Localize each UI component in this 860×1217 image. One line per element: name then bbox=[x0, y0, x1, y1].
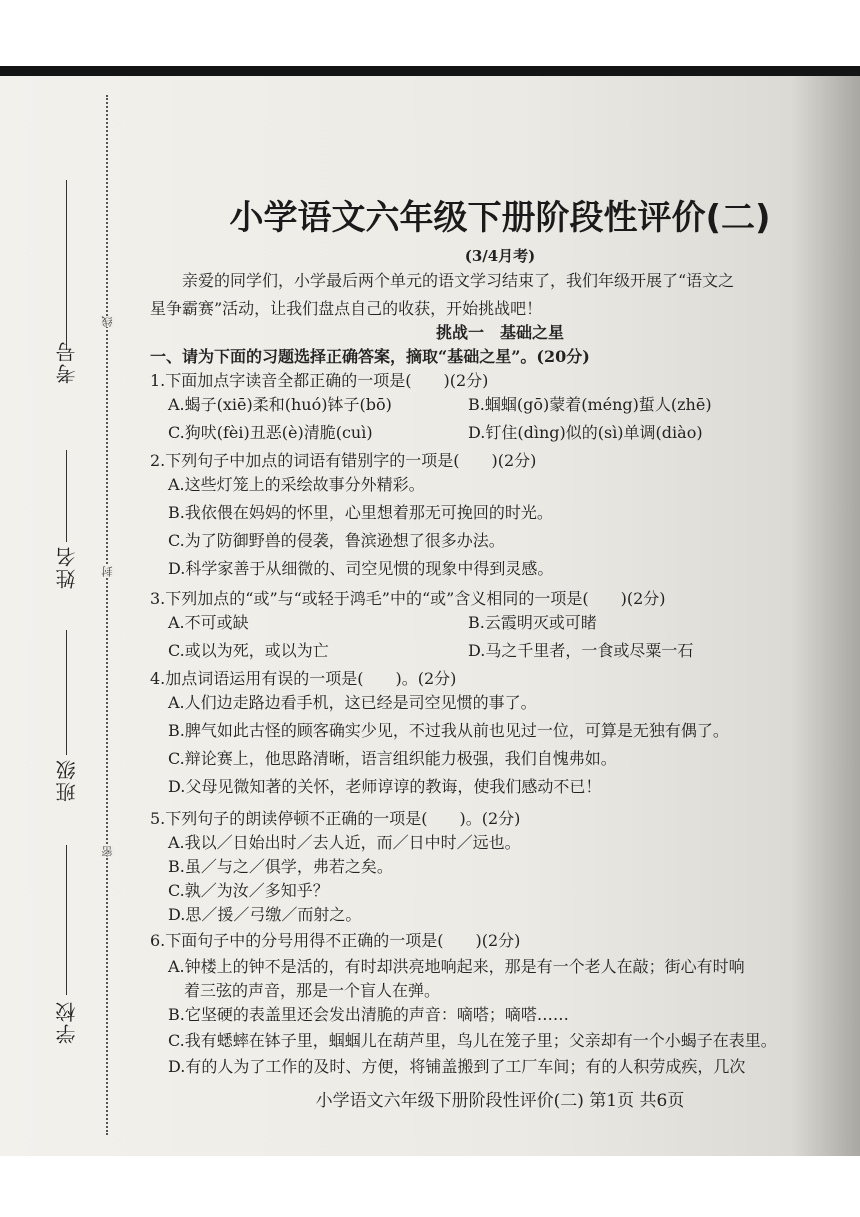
class-blank bbox=[66, 630, 67, 755]
question-stem: 5.下列句子的朗读停顿不正确的一项是( )。(2分) bbox=[150, 809, 521, 828]
question-stem: 6.下面句子中的分号用得不正确的一项是( )(2分) bbox=[150, 931, 521, 950]
option-a-continued: 着三弦的声音，那是一个盲人在弹。 bbox=[184, 981, 441, 1000]
question-stem: 1.下面加点字读音全都正确的一项是( )(2分) bbox=[150, 371, 489, 390]
exam-no-blank bbox=[66, 180, 67, 350]
exam-subtitle: (3/4月考) bbox=[464, 247, 536, 265]
exam-title: 小学语文六年级下册阶段性评价(二) bbox=[229, 198, 771, 238]
option-c: C.我有蟋蟀在钵子里，蝈蝈儿在葫芦里，鸟儿在笼子里；父亲却有一个小蝎子在表里。 bbox=[168, 1031, 777, 1050]
option-c: C.孰／为汝／多知乎？ bbox=[168, 881, 329, 900]
option-b: B.脾气如此古怪的顾客确实少见，不过我从前也见过一位，可算是无独有偶了。 bbox=[168, 721, 729, 740]
intro-line-1: 亲爱的同学们，小学最后两个单元的语文学习结束了，我们年级开展了“语文之 bbox=[182, 271, 735, 290]
option-d: D.钉住(dìng)似的(sì)单调(diào) bbox=[468, 423, 703, 442]
option-b: B.云霞明灭或可睹 bbox=[468, 613, 597, 632]
intro-line-2: 星争霸赛”活动，让我们盘点自己的收获，开始挑战吧！ bbox=[150, 299, 543, 318]
option-b: B.蝈蝈(gō)蒙着(méng)蜇人(zhē) bbox=[468, 395, 712, 414]
option-d: D.马之千里者，一食或尽粟一石 bbox=[468, 641, 694, 660]
cut-mark-secret: 密 bbox=[101, 846, 114, 857]
name-label: 姓名 bbox=[55, 545, 79, 589]
option-d: D.有的人为了工作的及时、方便，将铺盖搬到了工厂车间；有的人积劳成疾，几次 bbox=[168, 1057, 746, 1076]
binding-dotted-line bbox=[106, 95, 108, 1135]
name-blank bbox=[66, 450, 67, 542]
challenge-title: 挑战一 基础之星 bbox=[435, 323, 564, 342]
option-c: C.辩论赛上，他思路清晰，语言组织能力极强，我们自愧弗如。 bbox=[168, 749, 617, 768]
option-b: B.我依偎在妈妈的怀里，心里想着那无可挽回的时光。 bbox=[168, 503, 553, 522]
section-heading: 一、请为下面的习题选择正确答案，摘取“基础之星”。(20分) bbox=[150, 347, 590, 366]
scan-edge-bar bbox=[0, 66, 860, 76]
option-b: B.虽／与之／俱学，弗若之矣。 bbox=[168, 857, 393, 876]
page-footer: 小学语文六年级下册阶段性评价(二) 第1页 共6页 bbox=[315, 1091, 685, 1111]
option-c: C.为了防御野兽的侵袭，鲁滨逊想了很多办法。 bbox=[168, 531, 505, 550]
option-a: A.人们边走路边看手机，这已经是司空见惯的事了。 bbox=[168, 693, 537, 712]
option-d: D.思／援／弓缴／而射之。 bbox=[168, 905, 362, 924]
option-c: C.或以为死，或以为亡 bbox=[168, 641, 329, 660]
option-a: A.蝎子(xiē)柔和(huó)钵子(bō) bbox=[168, 395, 392, 414]
cut-mark-seal: 封 bbox=[101, 566, 114, 577]
scan-margin-top bbox=[0, 0, 860, 70]
question-stem: 3.下列加点的“或”与“或轻于鸿毛”中的“或”含义相同的一项是( )(2分) bbox=[150, 589, 666, 608]
class-label: 班级 bbox=[55, 758, 79, 802]
school-label: 学校 bbox=[55, 1000, 79, 1044]
option-c: C.狗吠(fèi)丑恶(è)清脆(cuì) bbox=[168, 423, 373, 442]
option-d: D.科学家善于从细微的、司空见惯的现象中得到灵感。 bbox=[168, 559, 554, 578]
option-a: A.钟楼上的钟不是活的，有时却洪亮地响起来，那是有一个老人在敲；街心有时响 bbox=[168, 957, 745, 976]
school-blank bbox=[66, 845, 67, 995]
scan-margin-bottom bbox=[0, 1156, 860, 1217]
option-a: A.我以／日始出时／去人近，而／日中时／远也。 bbox=[168, 833, 521, 852]
option-b: B.它坚硬的表盖里还会发出清脆的声音：嘀嗒；嘀嗒…… bbox=[168, 1005, 569, 1024]
option-d: D.父母见微知著的关怀，老师谆谆的教诲，使我们感动不已！ bbox=[168, 777, 602, 796]
question-stem: 4.加点词语运用有误的一项是( )。(2分) bbox=[150, 669, 457, 688]
option-a: A.这些灯笼上的采绘故事分外精彩。 bbox=[168, 475, 425, 494]
cut-mark-line: 线 bbox=[101, 316, 114, 327]
option-a: A.不可或缺 bbox=[168, 613, 249, 632]
exam-no-label: 考号 bbox=[55, 340, 79, 384]
question-stem: 2.下列句子中加点的词语有错别字的一项是( )(2分) bbox=[150, 451, 537, 470]
